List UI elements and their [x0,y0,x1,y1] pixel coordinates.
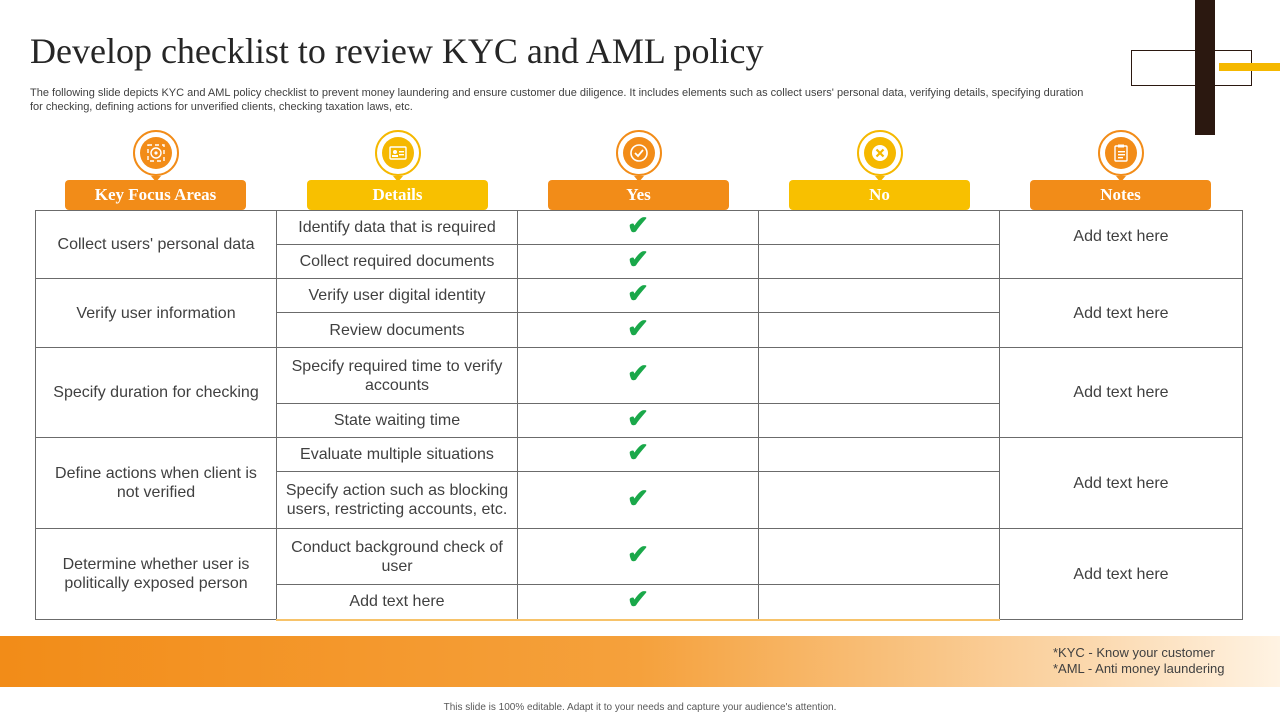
slide-subtitle: The following slide depicts KYC and AML policy checklist to prevent money laundering and ensure customer due diligence. It includes elements such as collect users' personal data, verifying details, specifying duration for checking, defining actions for unverified clients, checking taxation laws, etc. [30,87,1084,113]
slide-title: Develop checklist to review KYC and AML policy [30,31,764,71]
detail-cell: Add text here [277,585,518,620]
focus-area-cell: Determine whether user is politically exposed person [36,529,277,620]
yes-cell [518,404,759,438]
slide-footer-note: This slide is 100% editable. Adapt it to your needs and capture your audience's attention. [443,702,837,713]
check-icon: ✔ [627,539,649,569]
detail-cell: Evaluate multiple situations [277,438,518,472]
notes-cell: Add text here [1000,438,1243,529]
table-row [36,438,1243,472]
yes-cell [518,245,759,279]
detail-cell: Verify user digital identity [277,279,518,313]
table-row [36,279,1243,313]
table-row [36,348,1243,404]
check-icon: ✔ [627,312,649,343]
check-icon: ✔ [627,358,649,388]
notes-cell: Add text here [1000,211,1243,279]
no-cell [759,245,1000,279]
x-circle-icon [864,137,896,169]
detail-cell: Collect required documents [277,245,518,279]
check-icon: ✔ [627,244,649,274]
no-cell [759,348,1000,404]
column-label-details: Details [307,180,488,210]
column-header-notes [1030,130,1211,210]
target-icon [140,137,172,169]
notepad-icon [1105,137,1137,169]
no-cell [759,211,1000,245]
focus-area-cell: Define actions when client is not verified [36,438,277,529]
column-header-yes [548,130,729,210]
yes-cell [518,529,759,585]
no-cell [759,404,1000,438]
detail-cell: Specify action such as blocking users, restricting accounts, etc. [277,472,518,529]
yes-cell [518,279,759,313]
detail-cell: Specify required time to verify accounts [277,348,518,404]
detail-cell: Review documents [277,313,518,348]
column-label-no: No [789,180,970,210]
yes-cell [518,313,759,348]
table-row [36,529,1243,585]
focus-area-cell: Verify user information [36,279,277,348]
column-header-no [789,130,970,210]
check-icon: ✔ [627,403,649,433]
no-cell [759,585,1000,620]
no-cell [759,313,1000,348]
check-icon: ✔ [627,437,649,467]
id-card-icon [382,137,414,169]
notes-cell: Add text here [1000,529,1243,620]
abbreviation-footnotes [1053,645,1225,677]
detail-cell: Identify data that is required [277,211,518,245]
decorative-accent-line [1219,63,1280,71]
checklist-table [35,210,1243,621]
check-icon: ✔ [627,278,649,308]
yes-cell [518,348,759,404]
check-icon: ✔ [627,210,649,240]
detail-cell: State waiting time [277,404,518,438]
yes-cell [518,211,759,245]
column-label-key-focus-areas: Key Focus Areas [65,180,246,210]
notes-cell: Add text here [1000,279,1243,348]
footnote-kyc: *KYC - Know your customer [1053,645,1215,660]
check-icon: ✔ [627,482,649,513]
yes-cell [518,472,759,529]
column-label-notes: Notes [1030,180,1211,210]
focus-area-cell: Specify duration for checking [36,348,277,438]
yes-cell [518,438,759,472]
table-row [36,211,1243,245]
column-header-key-focus-areas [65,130,246,210]
detail-cell: Conduct background check of user [277,529,518,585]
focus-area-cell: Collect users' personal data [36,211,277,279]
no-cell [759,438,1000,472]
check-circle-icon [623,137,655,169]
column-label-yes: Yes [548,180,729,210]
yes-cell [518,585,759,620]
notes-cell: Add text here [1000,348,1243,438]
no-cell [759,529,1000,585]
footnote-aml: *AML - Anti money laundering [1053,661,1225,676]
column-header-details [307,130,488,210]
no-cell [759,472,1000,529]
check-icon: ✔ [627,584,649,615]
no-cell [759,279,1000,313]
